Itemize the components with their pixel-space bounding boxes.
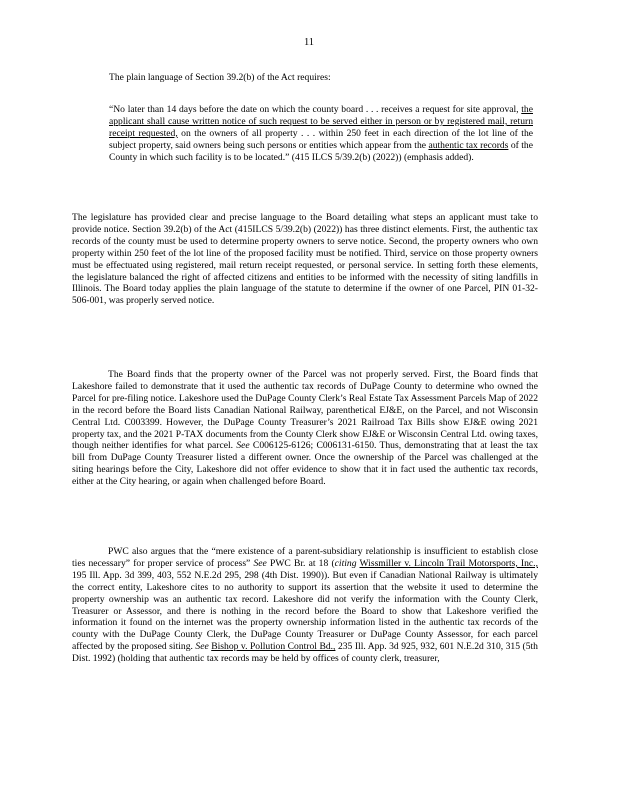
paragraph-text: PWC Br. at 18 ( <box>266 557 335 569</box>
block-quote <box>109 104 533 164</box>
signal-citing: citing <box>334 557 357 569</box>
quote-emphasis-tax-records: authentic tax records <box>428 139 509 151</box>
signal-see: See <box>236 440 250 452</box>
case-name-bishop: Bishop v. Pollution Control Bd., <box>211 641 336 653</box>
page-number: 11 <box>303 37 315 48</box>
quote-text: of the County in which such facility is to be located.” (415 ILCS 5/39.2(b) (2022)) (emphasis added). <box>109 139 533 163</box>
quote-text: “No later than 14 days before the date on which the county board . . . receives a request for site approval, <box>109 104 522 115</box>
intro-paragraph: The plain language of Section 39.2(b) of the Act requires: <box>109 72 331 83</box>
case-name-wissmiller: Wissmiller v. Lincoln Trail Motorsports, Inc., <box>359 557 538 569</box>
paragraph-text: The Board finds that the property owner of the Parcel was not properly served. First, the Board finds that Lakeshore failed to demonstrate that it used the authentic tax records of DuPage County to determine who owned the Parcel for pre-filing notice. Lakeshore used the DuPage County Clerk’s Real Estate Tax Assessment Parcels Map of 2022 in the record before the Board lists Canadian National Railway, parenthetical EJ&E, on the Parcel, and not Wisconsin Central Ltd. C003399. However, the DuPage County Treasurer’s 2021 Railroad Tax Bills show EJ&E owing 2021 property tax, and the 2021 P-TAX documents from the County Clerk show EJ&E or Wisconsin Central Ltd. owing taxes, though neither identifies for what parcel. <box>72 369 538 452</box>
paragraph-pwc-argues <box>72 546 538 665</box>
paragraph-text: 235 Ill. App. 3d 925, 932, 601 N.E.2d 310, 315 (5th Dist. 1992) (holding that authentic tax records may be held by offices of county clerk, treasurer, <box>72 641 538 665</box>
paragraph-text: C006125-6126; C006131-6150. Thus, demonstrating that at least the tax bill from DuPage County Treasurer listed a different owner. Once the ownership of the Parcel was challenged at the siting hearings before the City, Lakeshore did not offer evidence to show that it in fact used the authentic tax records, either at the City hearing, or again when challenged before Board. <box>72 440 538 488</box>
signal-see: See <box>253 557 267 569</box>
quote-emphasis-service: the applicant shall cause written notice of such request to be served either in person or by registered mail, return receipt requested, <box>109 104 533 139</box>
signal-see: See <box>195 641 209 653</box>
paragraph-text: 195 Ill. App. 3d 399, 403, 552 N.E.2d 295, 298 (4th Dist. 1990)). But even if Canadian National Railway is ultimately the correct entity, Lakeshore cites to no authority to support its assertion that the website it used to determine the property ownership was an authentic tax record. Lakeshore did not verify the information with the County Clerk, Treasurer or Assessor, and there is nothing in the record before the Board to show that Lakeshore verified the information it found on the internet was the property ownership information listed in the authentic tax records of the county with the DuPage County Clerk, the DuPage County Treasurer or DuPage County Assessor, for each parcel affected by the proposed siting. <box>72 569 538 653</box>
paragraph-text: PWC also argues that the “mere existence of a parent-subsidiary relationship is insufficient to establish close ties necessary” for proper service of process” <box>72 546 538 569</box>
paragraph-legislature: The legislature has provided clear and precise language to the Board detailing what steps an applicant must take to provide notice. Section 39.2(b) of the Act (415ILCS 5/39.2(b) (2022)) has three distinct elements. First, the authentic tax records of the county must be used to determine property owners to serve notice. Second, the property owners who own property within 250 feet of the lot line of the proposed facility must be notified. Third, service on those property owners must be effectuated using registered, mail return receipt requested, or personal service. In setting forth these elements, the legislature balanced the right of affected citizens and entities to be informed with the necessity of siting landfills in Illinois. The Board today applies the plain language of the statute to determine if the owner of one Parcel, PIN 01-32-506-001, was properly served notice. <box>72 212 538 307</box>
paragraph-board-finds <box>72 369 538 488</box>
quote-text: on the owners of all property . . . within 250 feet in each direction of the lot line of the subject property, said owners being such persons or entities which appear from the <box>109 127 533 151</box>
